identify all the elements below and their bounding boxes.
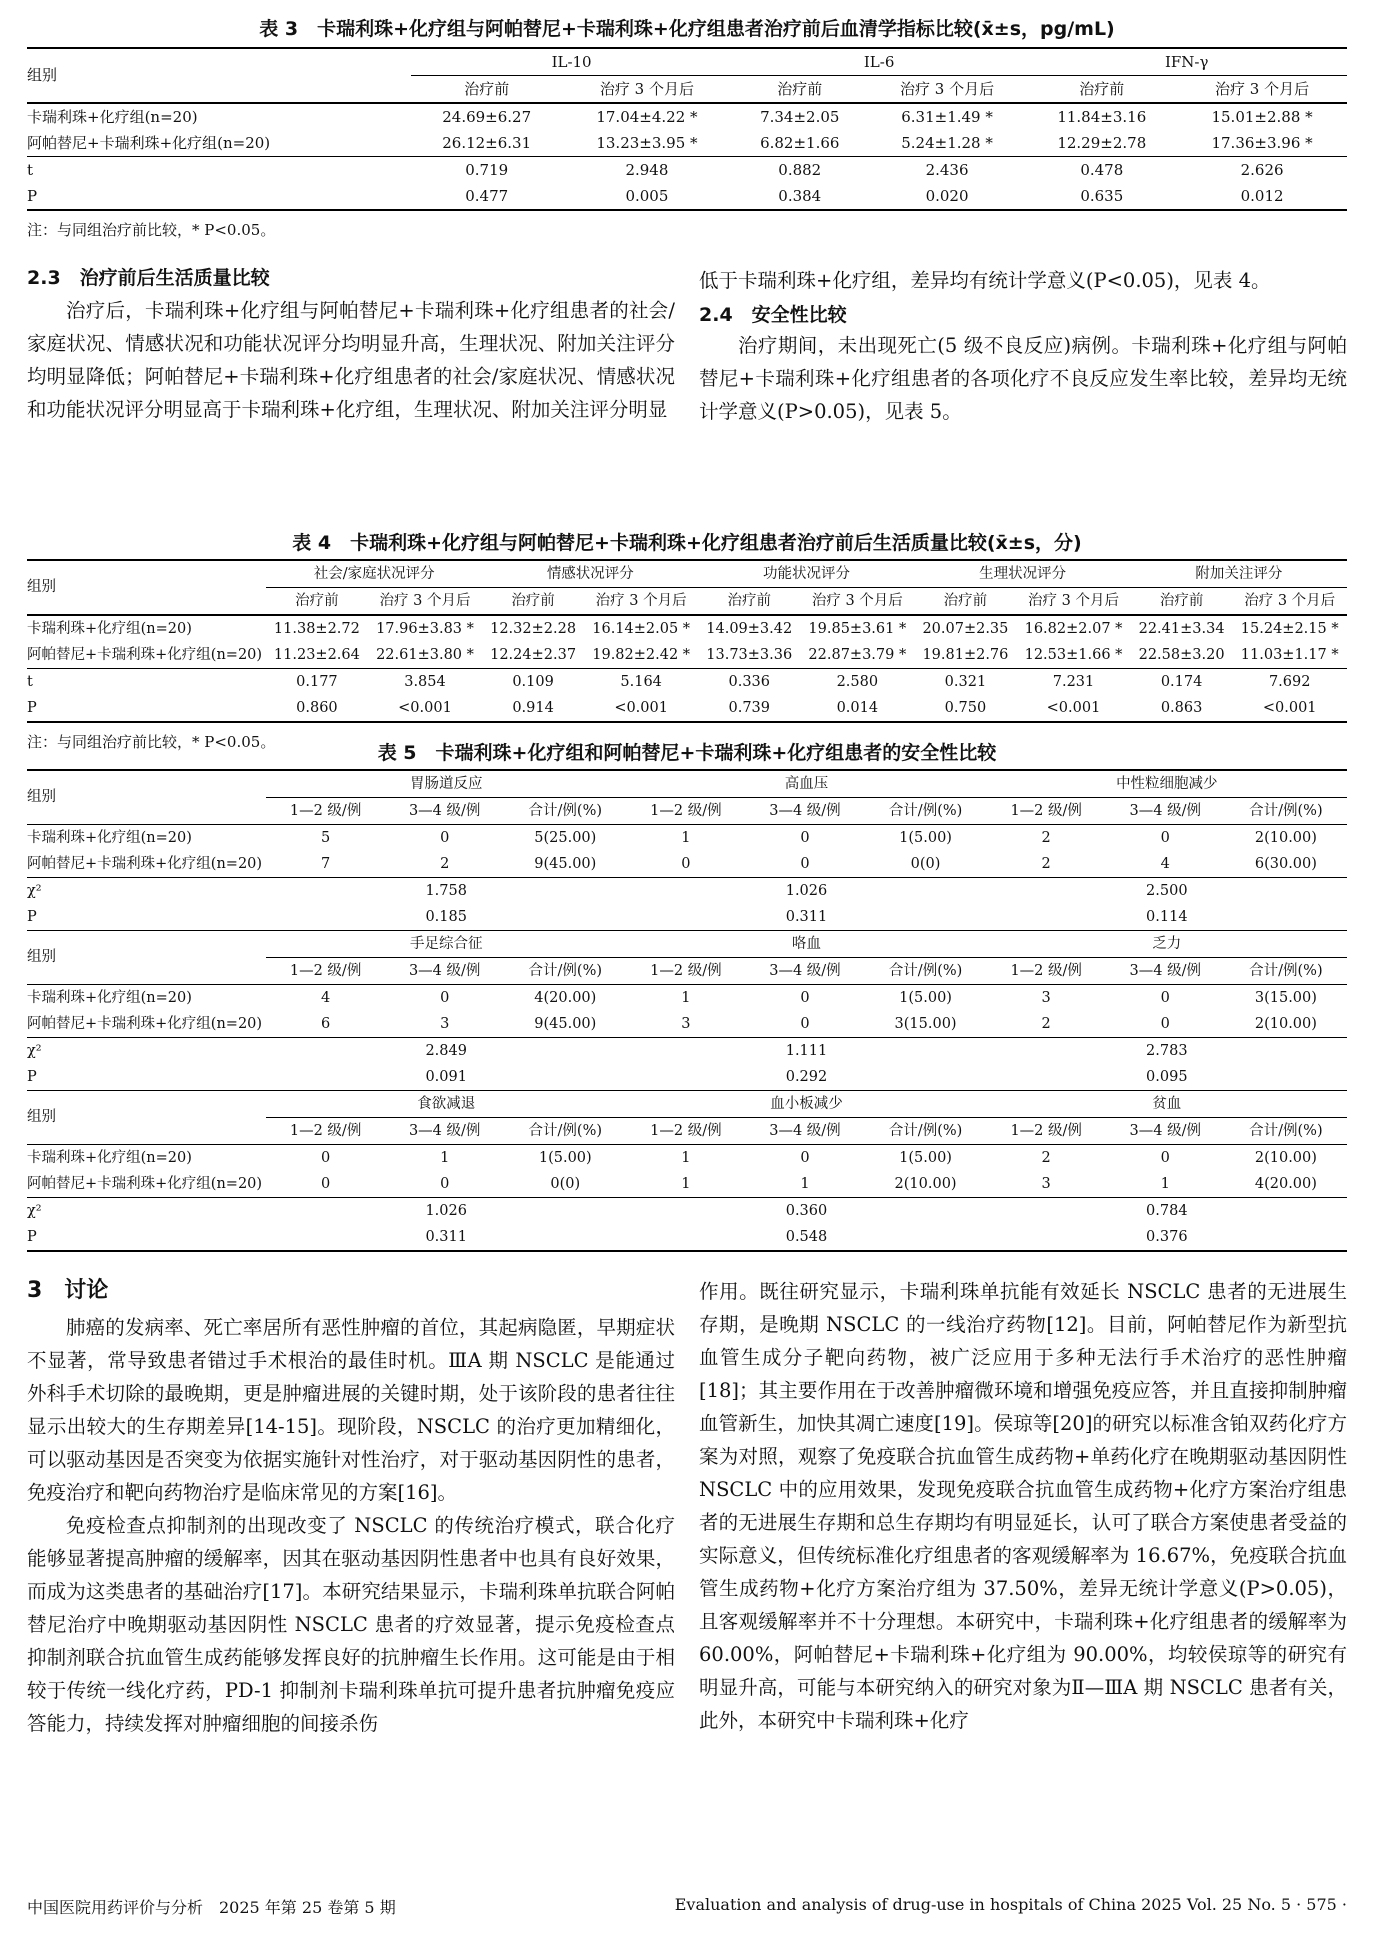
metric-header: 贫血 [987, 1091, 1347, 1118]
sub-header: 3—4 级/例 [1129, 802, 1201, 819]
table-cell: 19.82±2.42 * [592, 646, 691, 663]
table-cell: 2(10.00) [1254, 829, 1317, 846]
table-cell: 5(25.00) [534, 829, 597, 846]
sub-header: 1—2 级/例 [1010, 1122, 1082, 1139]
table-cell: 0 [440, 829, 450, 846]
table-row [27, 1011, 1347, 1038]
table-cell: 9(45.00) [534, 1015, 597, 1032]
table-cell: 6(30.00) [1254, 855, 1317, 872]
table-cell: 3 [1041, 1175, 1051, 1192]
metric-header: 手足综合征 [266, 931, 626, 958]
sub-header: 治疗前 [511, 592, 555, 609]
metric-header: 胃肠道反应 [266, 770, 626, 798]
table-cell: 0.005 [625, 186, 669, 205]
table-cell: 2(10.00) [894, 1175, 957, 1192]
table-4-caption: 表 4 卡瑞利珠+化疗组与阿帕替尼+卡瑞利珠+化疗组患者治疗前后生活质量比较(x̄±s，分) [292, 532, 1082, 554]
table-cell: 12.29±2.78 [1057, 133, 1147, 152]
table-cell: 6.82±1.66 [760, 133, 840, 152]
sub-header: 3—4 级/例 [769, 962, 841, 979]
sub-header: 合计/例(%) [528, 802, 603, 819]
table-cell: <0.001 [1262, 699, 1317, 716]
table-cell: 0.882 [778, 160, 822, 179]
sub-header: 1—2 级/例 [289, 1122, 362, 1139]
row-label: 卡瑞利珠+化疗组(n=20) [27, 107, 198, 126]
table-5-caption: 表 5 卡瑞利珠+化疗组和阿帕替尼+卡瑞利珠+化疗组患者的安全性比较 [377, 742, 997, 764]
row-label: t [27, 673, 33, 690]
sub-header: 治疗前 [1159, 592, 1204, 609]
table-cell: 2.783 [1146, 1042, 1188, 1059]
paragraph: 免疫检查点抑制剂的出现改变了 NSCLC 的传统治疗模式，联合化疗能够显著提高肿瘤的缓解率，因其在驱动基因阴性患者中也具有良好效果，而成为这类患者的基础治疗[17]。本研究结果显示，卡瑞利珠单抗联合阿帕替尼治疗中晚期驱动基因阴性 NSCLC 患者的疗效显著，提示免疫检查点抑制剂联合抗血管生成药能够发挥良好的抗肿瘤生长作用。这可能是由于相较于传统一线化疗药，PD-1 抑制剂卡瑞利珠单抗可提升患者抗肿瘤免疫应答能力，持续发挥对肿瘤细胞的间接杀伤 [27, 1514, 675, 1735]
sub-header: 3—4 级/例 [769, 1122, 841, 1139]
paragraph: 肺癌的发病率、死亡率居所有恶性肿瘤的首位，其起病隐匿，早期症状不显著，常导致患者错过手术根治的最佳时机。ⅢA 期 NSCLC 是能通过外科手术切除的最晚期，更是肿瘤进展的关键时期，处于该阶段的患者往往显示出较大的生存期差异[14-15]。现阶段，NSCLC 的治疗更加精细化，可以驱动基因是否突变为依据实施针对性治疗，对于驱动基因阴性的患者，免疫治疗和靶向药物治疗是临床常见的方案[16]。 [27, 1316, 675, 1504]
table-cell: 7.231 [1052, 673, 1095, 690]
table-cell: 15.24±2.15 * [1240, 620, 1339, 637]
table-cell: 22.61±3.80 * [376, 646, 474, 663]
group-header: 组别 [27, 1091, 266, 1145]
sub-header: 3—4 级/例 [1129, 962, 1201, 979]
metric-header: 附加关注评分 [1131, 560, 1347, 588]
table-cell: 20.07±2.35 [922, 620, 1009, 637]
group-header: 组别 [27, 48, 411, 103]
table-cell: 0 [320, 1149, 331, 1166]
sub-header: 治疗前 [1079, 79, 1125, 98]
sub-header: 治疗前 [464, 79, 510, 98]
chi-square-row [27, 878, 1347, 905]
paragraph: 治疗期间，未出现死亡(5 级不良反应)病例。卡瑞利珠+化疗组与阿帕替尼+卡瑞利珠+化疗组患者的各项化疗不良反应发生率比较，差异均无统计学意义(P>0.05)，见表 5。 [699, 334, 1347, 423]
paragraph: 低于卡瑞利珠+化疗组，差异均有统计学意义(P<0.05)，见表 4。 [699, 269, 1271, 292]
table-cell: 0.311 [785, 908, 828, 925]
sub-header: 合计/例(%) [1249, 802, 1323, 819]
table-cell: 22.58±3.20 [1138, 646, 1225, 663]
footer-journal-cn: 中国医院用药评价与分析 2025 年第 25 卷第 5 期 [27, 1898, 396, 1917]
sub-header: 治疗 3 个月后 [1215, 79, 1310, 98]
group-header: 组别 [27, 770, 266, 825]
table-cell: 0.114 [1146, 908, 1188, 925]
sub-header: 合计/例(%) [1249, 962, 1323, 979]
table-cell: 17.04±4.22 * [596, 107, 698, 126]
sub-header: 3—4 级/例 [408, 1122, 481, 1139]
sub-header: 合计/例(%) [528, 962, 603, 979]
table-cell: 7.34±2.05 [760, 107, 840, 126]
row-label: t [27, 160, 34, 179]
sub-header: 合计/例(%) [888, 802, 963, 819]
sub-header: 治疗前 [777, 79, 823, 98]
p-value-row [27, 904, 1347, 931]
table-cell: 17.96±3.83 * [376, 620, 474, 637]
table-cell: 0.185 [425, 908, 467, 925]
table-cell: 2 [1041, 855, 1051, 872]
table-row [27, 103, 1347, 130]
table-cell: 2(10.00) [1254, 1149, 1317, 1166]
table-cell: 22.41±3.34 [1138, 620, 1225, 637]
row-label: χ² [27, 1042, 42, 1059]
sub-header: 1—2 级/例 [1010, 802, 1082, 819]
table-cell: 2.948 [625, 160, 669, 179]
row-label: 卡瑞利珠+化疗组(n=20) [27, 989, 192, 1006]
metric-header: 高血压 [626, 770, 986, 798]
table-row [27, 157, 1347, 184]
table-cell: 5.164 [620, 673, 662, 690]
p-value-row [27, 1064, 1347, 1091]
sub-header: 治疗 3 个月后 [811, 592, 903, 609]
table-cell: 0.914 [512, 699, 554, 716]
sub-header: 合计/例(%) [1249, 1122, 1323, 1139]
table-cell: 0.109 [512, 673, 554, 690]
row-label: 卡瑞利珠+化疗组(n=20) [27, 829, 192, 846]
sub-header: 治疗前 [295, 592, 339, 609]
paragraph: 治疗后，卡瑞利珠+化疗组与阿帕替尼+卡瑞利珠+化疗组患者的社会/家庭状况、情感状况和功能状况评分均明显升高，生理状况、附加关注评分均明显降低；阿帕替尼+卡瑞利珠+化疗组患者的社会/家庭状况、情感状况和功能状况评分明显高于卡瑞利珠+化疗组，生理状况、附加关注评分明显 [27, 299, 675, 421]
row-label: χ² [27, 882, 42, 899]
table-cell: 1 [681, 1175, 691, 1192]
table-cell: 0 [1160, 829, 1170, 846]
table-cell: 1.026 [425, 1202, 467, 1219]
table-cell: 0.477 [465, 186, 509, 205]
table-cell: 0.376 [1146, 1228, 1188, 1245]
table-cell: <0.001 [1046, 699, 1101, 716]
metric-header: IL-10 [411, 48, 731, 76]
table-cell: 0.384 [778, 186, 822, 205]
table-cell: 0.177 [296, 673, 338, 690]
table-cell: 3.854 [404, 673, 446, 690]
table-cell: 0 [800, 855, 810, 872]
table-cell: 12.53±1.66 * [1024, 646, 1123, 663]
sub-header: 3—4 级/例 [769, 802, 841, 819]
table-cell: 7 [320, 855, 331, 872]
table-cell: 15.01±2.88 * [1211, 107, 1313, 126]
sub-header: 3—4 级/例 [408, 802, 481, 819]
table-cell: 24.69±6.27 [442, 107, 532, 126]
table-cell: 0.174 [1160, 673, 1203, 690]
table-cell: <0.001 [398, 699, 452, 716]
table-cell: 0.739 [728, 699, 770, 716]
table-cell: 3 [1041, 989, 1051, 1006]
sub-header: 1—2 级/例 [289, 802, 362, 819]
table-cell: 0.311 [425, 1228, 467, 1245]
table-cell: 4(20.00) [1254, 1175, 1317, 1192]
table-cell: 13.23±3.95 * [596, 133, 698, 152]
table-cell: 0.784 [1146, 1202, 1188, 1219]
table-3-caption: 表 3 卡瑞利珠+化疗组与阿帕替尼+卡瑞利珠+化疗组患者治疗前后血清学指标比较(x̄±s，pg/mL) [259, 18, 1115, 40]
table-cell: 1 [800, 1175, 810, 1192]
sub-header: 治疗 3 个月后 [599, 79, 694, 98]
table-cell: 0(0) [910, 855, 941, 872]
metric-header: 功能状况评分 [698, 560, 914, 588]
table-cell: 1(5.00) [899, 1149, 952, 1166]
table-cell: 16.14±2.05 * [592, 620, 691, 637]
table-cell: 0.863 [1160, 699, 1203, 716]
table-cell: 14.09±3.42 [706, 620, 793, 637]
table-3-note: 注：与同组治疗前比较，* P<0.05。 [27, 221, 276, 239]
table-cell: 1 [440, 1149, 450, 1166]
row-label: 阿帕替尼+卡瑞利珠+化疗组(n=20) [27, 1015, 263, 1032]
table-row [27, 695, 1347, 722]
metric-header: 情感状况评分 [482, 560, 698, 588]
table-row [27, 825, 1347, 852]
metric-header: 中性粒细胞减少 [987, 770, 1347, 798]
table-cell: 2(10.00) [1254, 1015, 1317, 1032]
table-cell: 2 [1041, 1149, 1051, 1166]
sub-header: 治疗前 [727, 592, 771, 609]
table-cell: 0.321 [944, 673, 987, 690]
table-cell: 11.38±2.72 [273, 620, 360, 637]
table-cell: 0.635 [1080, 186, 1124, 205]
table-cell: 0.020 [925, 186, 969, 205]
table-row [27, 985, 1347, 1012]
section-2-4-title: 2.4 安全性比较 [699, 304, 847, 326]
table-cell: 3 [440, 1015, 450, 1032]
chi-square-row [27, 1198, 1347, 1225]
metric-header: IFN-γ [1026, 48, 1347, 76]
table-cell: 7.692 [1268, 673, 1311, 690]
table-cell: 0.478 [1080, 160, 1124, 179]
table-cell: <0.001 [614, 699, 668, 716]
table-cell: 0 [800, 1149, 810, 1166]
table-4-grid [27, 559, 1347, 723]
table-cell: 1.026 [785, 882, 828, 899]
table-cell: 1 [681, 1149, 691, 1166]
metric-header: 食欲减退 [266, 1091, 626, 1118]
table-header-row [27, 1091, 1347, 1118]
sub-header: 治疗前 [943, 592, 988, 609]
row-label: 阿帕替尼+卡瑞利珠+化疗组(n=20) [27, 646, 263, 663]
table-cell: 17.36±3.96 * [1211, 133, 1313, 152]
table-cell: 13.73±3.36 [706, 646, 793, 663]
table-row [27, 642, 1347, 669]
sub-header: 治疗 3 个月后 [595, 592, 687, 609]
table-row [27, 1171, 1347, 1198]
sub-header: 治疗 3 个月后 [379, 592, 471, 609]
table-cell: 0 [320, 1175, 331, 1192]
table-cell: 4(20.00) [534, 989, 597, 1006]
table-cell: 0 [800, 1015, 810, 1032]
table-cell: 0.750 [944, 699, 987, 716]
table-cell: 1 [681, 829, 691, 846]
table-cell: 16.82±2.07 * [1024, 620, 1123, 637]
table-cell: 3 [681, 1015, 691, 1032]
table-row [27, 851, 1347, 878]
sub-header: 1—2 级/例 [650, 802, 722, 819]
table-cell: 2 [1041, 1015, 1051, 1032]
table-cell: 2 [1041, 829, 1051, 846]
sub-header: 合计/例(%) [888, 1122, 963, 1139]
sub-header: 治疗 3 个月后 [900, 79, 995, 98]
table-cell: 26.12±6.31 [442, 133, 532, 152]
table-cell: 0.012 [1240, 186, 1284, 205]
sub-header: 合计/例(%) [528, 1122, 603, 1139]
sub-header: 1—2 级/例 [650, 962, 722, 979]
table-cell: 0 [681, 855, 691, 872]
table-row [27, 1145, 1347, 1172]
table-cell: 0(0) [550, 1175, 581, 1192]
table-cell: 11.23±2.64 [273, 646, 360, 663]
table-cell: 1 [681, 989, 691, 1006]
table-cell: 0 [800, 829, 810, 846]
table-cell: 6.31±1.49 * [901, 107, 993, 126]
footer-journal-en: Evaluation and analysis of drug-use in hospitals of China 2025 Vol. 25 No. 5 · 575 · [674, 1895, 1347, 1914]
row-label: χ² [27, 1202, 42, 1219]
table-cell: 6 [320, 1015, 331, 1032]
sub-header: 1—2 级/例 [650, 1122, 722, 1139]
table-cell: 2.500 [1146, 882, 1188, 899]
table-cell: 22.87±3.79 * [808, 646, 907, 663]
table-row [27, 615, 1347, 642]
row-label: P [27, 1068, 37, 1085]
table-cell: 11.84±3.16 [1057, 107, 1147, 126]
table-cell: 0 [1160, 989, 1170, 1006]
row-label: 卡瑞利珠+化疗组(n=20) [27, 1149, 192, 1166]
metric-header: 血小板减少 [626, 1091, 986, 1118]
table-header-row [27, 931, 1347, 958]
sub-header: 治疗 3 个月后 [1028, 592, 1119, 609]
table-cell: 1(5.00) [538, 1149, 592, 1166]
table-cell: 12.32±2.28 [490, 620, 577, 637]
metric-header: 社会/家庭状况评分 [266, 560, 482, 588]
row-label: P [27, 186, 38, 205]
sub-header: 治疗 3 个月后 [1244, 592, 1336, 609]
table-cell: 0.336 [728, 673, 770, 690]
table-3 [27, 14, 1347, 240]
row-label: 卡瑞利珠+化疗组(n=20) [27, 620, 192, 637]
table-cell: 9(45.00) [534, 855, 597, 872]
table-cell: 3(15.00) [1254, 989, 1317, 1006]
table-row [27, 669, 1347, 696]
table-cell: 0.360 [785, 1202, 828, 1219]
chi-square-row [27, 1038, 1347, 1065]
row-label: P [27, 699, 37, 716]
table-cell: 0 [800, 989, 810, 1006]
table-cell: 2.436 [925, 160, 969, 179]
table-cell: 2.849 [425, 1042, 467, 1059]
group-header: 组别 [27, 931, 266, 985]
table-cell: 12.24±2.37 [490, 646, 577, 663]
table-4 [27, 528, 1347, 752]
p-value-row [27, 1224, 1347, 1251]
table-cell: 1.758 [425, 882, 467, 899]
table-cell: 0 [440, 989, 450, 1006]
table-cell: 0.014 [836, 699, 879, 716]
table-cell: 0.091 [425, 1068, 467, 1085]
table-cell: 19.85±3.61 * [808, 620, 907, 637]
group-header: 组别 [27, 560, 266, 615]
table-cell: 0.095 [1146, 1068, 1188, 1085]
journal-page [27, 0, 1347, 1940]
sub-header: 3—4 级/例 [408, 962, 481, 979]
table-cell: 0 [1160, 1149, 1170, 1166]
table-4-note: 注：与同组治疗前比较，* P<0.05。 [27, 733, 276, 751]
table-cell: 1.111 [785, 1042, 828, 1059]
row-label: P [27, 1228, 37, 1245]
section-2-3-title: 2.3 治疗前后生活质量比较 [27, 267, 270, 289]
metric-header: 乏力 [987, 931, 1347, 958]
metric-header: 生理状况评分 [915, 560, 1131, 588]
table-cell: 11.03±1.17 * [1240, 646, 1339, 663]
paragraph: 作用。既往研究显示，卡瑞利珠单抗能有效延长 NSCLC 患者的无进展生存期，是晚期 NSCLC 的一线治疗药物[12]。目前，阿帕替尼作为新型抗血管生成分子靶向药物，被广泛应用于多种无法行手术治疗的恶性肿瘤[18]；其主要作用在于改善肿瘤微环境和增强免疫应答，并且直接抑制肿瘤血管新生，加快其凋亡速度[19]。侯琼等[20]的研究以标准含铂双药化疗方案为对照，观察了免疫联合抗血管生成药物+单药化疗在晚期驱动基因阴性 NSCLC 中的应用效果，发现免疫联合抗血管生成药物+化疗方案治疗组患者的无进展生存期和总生存期均有明显延长，认可了联合方案使患者受益的实际意义，但传统标准化疗组患者的客观缓解率为 16.67%，免疫联合抗血管生成药物+化疗方案治疗组为 37.50%，差异无统计学意义(P>0.05)，且客观缓解率并不十分理想。本研究中，卡瑞利珠+化疗组患者的缓解率为 60.00%，阿帕替尼+卡瑞利珠+化疗组为 90.00%，均较侯琼等的研究有明显升高，可能与本研究纳入的研究对象为Ⅱ—ⅢA 期 NSCLC 患者有关，此外，本研究中卡瑞利珠+化疗 [699, 1280, 1347, 1732]
sub-header: 1—2 级/例 [1010, 962, 1082, 979]
sub-header: 3—4 级/例 [1129, 1122, 1201, 1139]
table-cell: 0.548 [785, 1228, 828, 1245]
table-header-row [27, 770, 1347, 798]
table-cell: 0.292 [785, 1068, 828, 1085]
table-cell: 4 [1160, 855, 1170, 872]
table-cell: 0 [440, 1175, 450, 1192]
table-cell: 1 [1160, 1175, 1170, 1192]
table-cell: 0.860 [296, 699, 338, 716]
table-cell: 2.626 [1240, 160, 1284, 179]
table-3-grid [27, 47, 1347, 211]
table-row [27, 183, 1347, 210]
metric-header: 咯血 [626, 931, 986, 958]
table-cell: 3(15.00) [894, 1015, 957, 1032]
table-cell: 2 [440, 855, 450, 872]
row-label: 阿帕替尼+卡瑞利珠+化疗组(n=20) [27, 855, 263, 872]
table-cell: 5 [320, 829, 331, 846]
table-cell: 19.81±2.76 [922, 646, 1009, 663]
row-label: P [27, 908, 37, 925]
table-cell: 0.719 [465, 160, 509, 179]
section-3-title: 3 讨论 [27, 1278, 109, 1303]
sub-header: 合计/例(%) [888, 962, 963, 979]
table-cell: 1(5.00) [899, 989, 952, 1006]
table-cell: 1(5.00) [899, 829, 952, 846]
metric-header: IL-6 [732, 48, 1027, 76]
row-label: 阿帕替尼+卡瑞利珠+化疗组(n=20) [27, 1175, 263, 1192]
table-cell: 0 [1160, 1015, 1170, 1032]
table-5 [27, 738, 1347, 1252]
row-label: 阿帕替尼+卡瑞利珠+化疗组(n=20) [27, 133, 271, 152]
table-cell: 5.24±1.28 * [901, 133, 993, 152]
table-5-grid [27, 769, 1347, 1252]
table-row [27, 130, 1347, 157]
table-cell: 4 [320, 989, 331, 1006]
sub-header: 1—2 级/例 [289, 962, 362, 979]
table-cell: 2.580 [836, 673, 879, 690]
